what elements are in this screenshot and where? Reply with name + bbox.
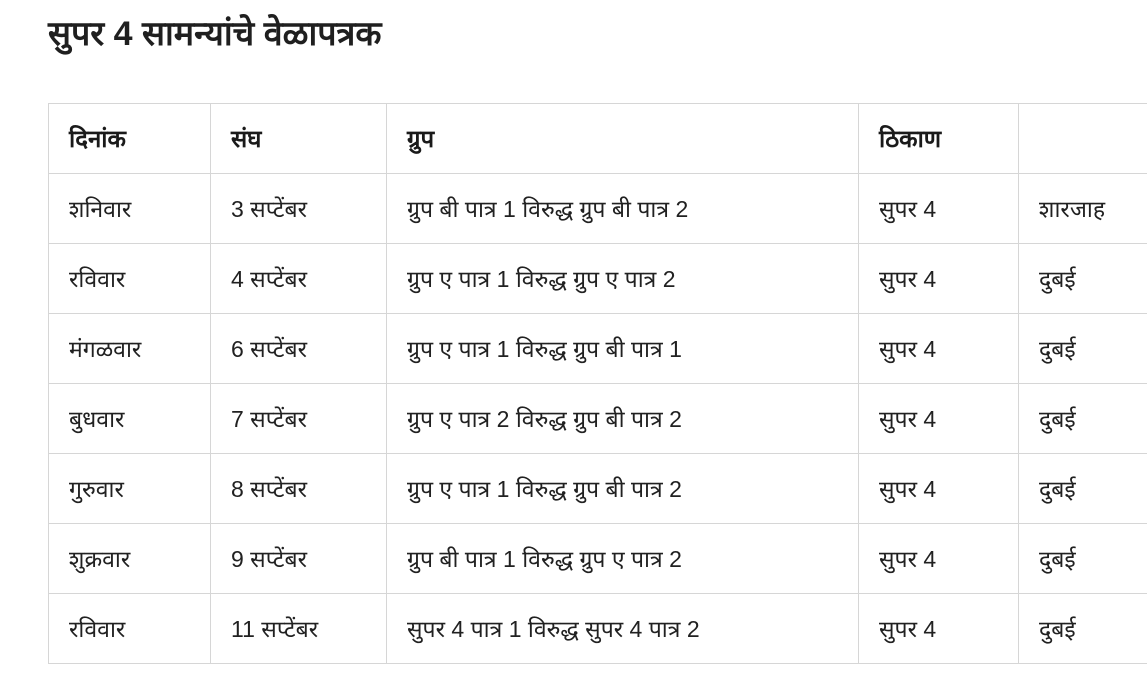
cell-match: ग्रुप बी पात्र 1 विरुद्ध ग्रुप ए पात्र 2 (387, 523, 859, 593)
cell-match: सुपर 4 पात्र 1 विरुद्ध सुपर 4 पात्र 2 (387, 593, 859, 663)
table-row (49, 453, 1147, 523)
cell-date: 7 सप्टेंबर (211, 383, 387, 453)
cell-date: 6 सप्टेंबर (211, 313, 387, 383)
cell-date: 3 सप्टेंबर (211, 173, 387, 243)
table-row (49, 243, 1147, 313)
cell-venue: दुबई (1019, 593, 1147, 663)
table-row (49, 173, 1147, 243)
cell-venue: दुबई (1019, 243, 1147, 313)
column-header-team: संघ (211, 103, 387, 173)
table-row (49, 313, 1147, 383)
column-header-blank (1019, 103, 1147, 173)
cell-match: ग्रुप ए पात्र 1 विरुद्ध ग्रुप बी पात्र 1 (387, 313, 859, 383)
cell-day: शुक्रवार (49, 523, 211, 593)
cell-date: 4 सप्टेंबर (211, 243, 387, 313)
cell-venue: शारजाह (1019, 173, 1147, 243)
table-row (49, 383, 1147, 453)
cell-day: शनिवार (49, 173, 211, 243)
cell-venue: दुबई (1019, 313, 1147, 383)
table-row (49, 523, 1147, 593)
article-page (0, 12, 1147, 684)
cell-stage: सुपर 4 (859, 243, 1019, 313)
cell-date: 9 सप्टेंबर (211, 523, 387, 593)
cell-stage: सुपर 4 (859, 523, 1019, 593)
column-header-group: ग्रुप (387, 103, 859, 173)
schedule-table (48, 103, 1147, 664)
cell-venue: दुबई (1019, 383, 1147, 453)
cell-stage: सुपर 4 (859, 313, 1019, 383)
cell-stage: सुपर 4 (859, 173, 1019, 243)
cell-match: ग्रुप ए पात्र 2 विरुद्ध ग्रुप बी पात्र 2 (387, 383, 859, 453)
cell-day: बुधवार (49, 383, 211, 453)
cell-day: रविवार (49, 243, 211, 313)
cell-stage: सुपर 4 (859, 593, 1019, 663)
cell-match: ग्रुप ए पात्र 1 विरुद्ध ग्रुप ए पात्र 2 (387, 243, 859, 313)
cell-venue: दुबई (1019, 523, 1147, 593)
cell-day: मंगळवार (49, 313, 211, 383)
cell-day: रविवार (49, 593, 211, 663)
cell-day: गुरुवार (49, 453, 211, 523)
column-header-location: ठिकाण (859, 103, 1019, 173)
page-title: सुपर 4 सामन्यांचे वेळापत्रक (48, 15, 382, 53)
column-header-date: दिनांक (49, 103, 211, 173)
table-header-row (49, 103, 1147, 173)
table-row (49, 593, 1147, 663)
cell-stage: सुपर 4 (859, 383, 1019, 453)
cell-match: ग्रुप बी पात्र 1 विरुद्ध ग्रुप बी पात्र 2 (387, 173, 859, 243)
cell-venue: दुबई (1019, 453, 1147, 523)
cell-match: ग्रुप ए पात्र 1 विरुद्ध ग्रुप बी पात्र 2 (387, 453, 859, 523)
cell-date: 8 सप्टेंबर (211, 453, 387, 523)
cell-stage: सुपर 4 (859, 453, 1019, 523)
cell-date: 11 सप्टेंबर (211, 593, 387, 663)
